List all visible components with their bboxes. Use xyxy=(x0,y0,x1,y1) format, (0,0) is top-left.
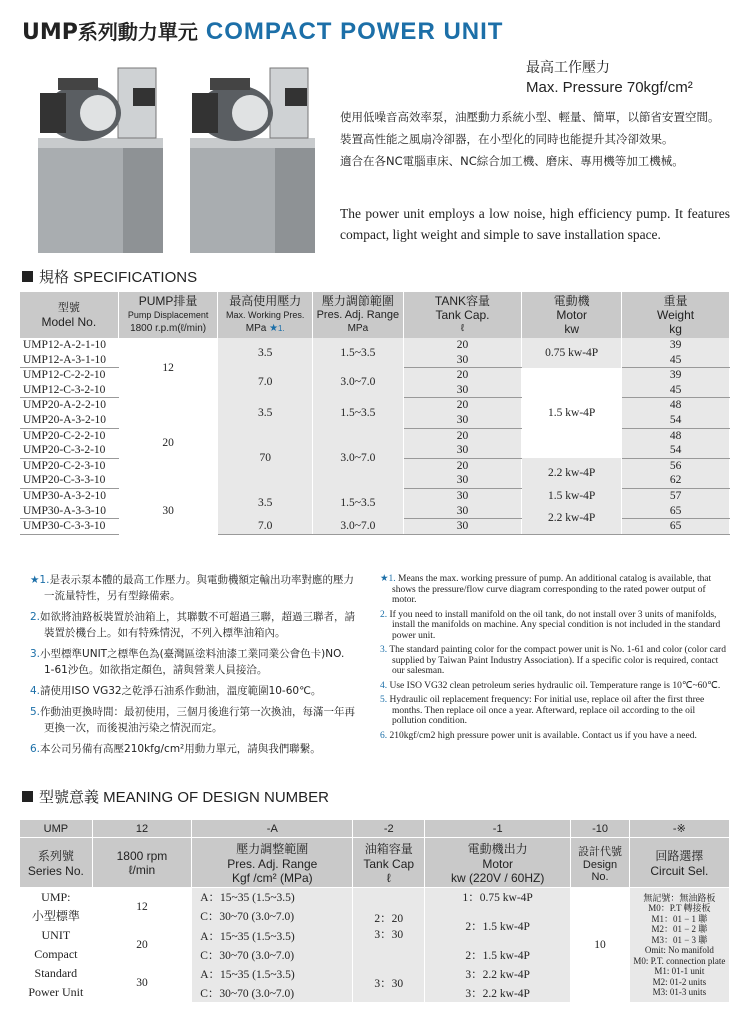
notes-zh: ★1.是表示泵本體的最高工作壓力。與電動機額定輸出功率對應的壓力一流量特性，另有型錄備索。 2.如欲將油路板裝置於油箱上，其聯數不可超過三聯，超過三聯者，請裝置於機台上。如有特殊情況，不列入標準油箱內。 3.小型標準UNIT之標準色為(臺灣區塗料油漆工業同業公會色卡)NO. 1-61沙色。如欲指定顏色，請與營業人員接洽。 4.請使用ISO VG32之乾淨石油系作動油，溫度範圍10-60℃。 5.作動油更換時間：最初使用，三個月後進行第一次換油，每滿一年再更換一次，而後視油污染之情況而定。 6.本公司另備有高壓210kfg/cm²用動力單元，請與我們聯繫。 xyxy=(30,574,356,755)
table-cell: UMP: 小型標準 UNIT Compact Standard Power Unit xyxy=(20,888,92,1003)
table-cell: UMP xyxy=(20,820,92,838)
table-cell: 48 xyxy=(622,428,730,443)
table-cell: -2 xyxy=(353,820,425,838)
table-cell: 1.5~3.5 xyxy=(312,338,403,368)
table-cell: C：30~70 (3.0~7.0) xyxy=(192,984,353,1003)
table-cell: 3.0~7.0 xyxy=(312,428,403,488)
col-weight: 重量 Weight kg xyxy=(622,292,730,338)
table-cell: A：15~35 (1.5~3.5) xyxy=(192,888,353,907)
table-cell: 12 xyxy=(92,888,192,927)
table-row: UMP20-C-3-2-10 xyxy=(20,443,118,458)
table-cell: 2.2 kw-4P xyxy=(522,504,622,535)
design-table xyxy=(20,820,730,1002)
col-tank: TANK容量 Tank Cap. ℓ xyxy=(403,292,521,338)
table-cell: 30 xyxy=(403,519,521,535)
table-cell: 57 xyxy=(622,488,730,503)
table-cell: A：15~35 (1.5~3.5) xyxy=(192,964,353,984)
table-cell: 30 xyxy=(403,488,521,503)
table-cell: 1：0.75 kw-4P xyxy=(425,888,571,907)
table-cell: 30 xyxy=(403,413,521,428)
table-cell: 3：2.2 kw-4P xyxy=(425,964,571,984)
table-cell: 30 xyxy=(403,353,521,368)
table-cell: -※ xyxy=(629,820,729,838)
table-cell: 設計代號 Design No. xyxy=(571,838,629,888)
spec-table xyxy=(20,292,730,535)
col-pump: PUMP排量 Pump Displacement 1800 r.p.m(ℓ/min) xyxy=(118,292,218,338)
table-cell: 3：2.2 kw-4P xyxy=(425,984,571,1003)
col-motor: 電動機 Motor kw xyxy=(522,292,622,338)
power-unit-image-1 xyxy=(28,58,178,258)
table-cell: 3.5 xyxy=(218,398,313,428)
table-row: UMP30-A-3-2-10 xyxy=(20,488,118,503)
table-cell: 48 xyxy=(622,398,730,413)
table-cell: 20 xyxy=(403,368,521,383)
table-cell: 45 xyxy=(622,353,730,368)
table-cell: 1.5 kw-4P xyxy=(522,488,622,503)
table-row: UMP12-A-3-1-10 xyxy=(20,353,118,368)
table-row: UMP30-C-3-3-10 xyxy=(20,519,118,535)
table-cell: 20 xyxy=(403,338,521,353)
table-cell: 65 xyxy=(622,504,730,519)
table-cell: 39 xyxy=(622,368,730,383)
power-unit-image-2 xyxy=(180,58,330,258)
table-cell: 20 xyxy=(92,926,192,964)
design-heading: 型號意義 MEANING OF DESIGN NUMBER xyxy=(22,786,329,807)
table-cell: 10 xyxy=(571,888,629,1003)
table-cell: 回路選擇 Circuit Sel. xyxy=(629,838,729,888)
table-cell: C：30~70 (3.0~7.0) xyxy=(192,907,353,927)
intro-en: The power unit employs a low noise, high efficiency pump. It features compact, light weight and simple to save installation space. xyxy=(340,206,730,242)
table-row: UMP12-C-3-2-10 xyxy=(20,383,118,398)
col-model: 型號 Model No. xyxy=(20,292,118,338)
table-cell: 系列號 Series No. xyxy=(20,838,92,888)
table-row: UMP12-A-2-1-10 xyxy=(20,338,118,353)
table-row: UMP12-C-2-2-10 xyxy=(20,368,118,383)
table-cell: 20 xyxy=(403,458,521,473)
table-cell: 0.75 kw-4P xyxy=(522,338,622,368)
table-row: UMP20-A-2-2-10 xyxy=(20,398,118,413)
table-cell: 電動機出力 Motor kw (220V / 60HZ) xyxy=(425,838,571,888)
table-cell: 3：30 xyxy=(353,964,425,1002)
table-cell: 3.5 xyxy=(218,338,313,368)
table-cell: 56 xyxy=(622,458,730,473)
table-cell: 62 xyxy=(622,473,730,488)
notes-en: ★1. Means the max. working pressure of pump. An additional catalog is available, that shows the pressure/flow curve diagram corresponding to the rated power output of motor. 2. If you need to install manifold on the oil tank, do not install over 3 units of manifolds, install the manifolds on machine. Any special condition is not included in the standard power unit. 3. The standard painting color for the compact power unit is No. 1-61 and color (color card supplied by Taiwan Paint Industry Association). If a specific color is required, contact our salesman. 4. Use ISO VG32 clean petroleum series hydraulic oil. Temperature range is 10℃~60℃. 5. Hydraulic oil replacement frequency: For initial use, replace oil after the first three months. Then replace oil once a year. Afterward, replace oil according to the oil pollution condition. 6. 210kgf/cm2 high pressure power unit is available. Contact us if you have a need. xyxy=(380,574,726,741)
table-cell: 30 xyxy=(403,504,521,519)
table-cell: -10 xyxy=(571,820,629,838)
table-cell: 1.5~3.5 xyxy=(312,488,403,518)
table-cell: 3.5 xyxy=(218,488,313,518)
table-cell: 1800 rpm ℓ/min xyxy=(92,838,192,888)
table-cell: 39 xyxy=(622,338,730,353)
table-row: UMP20-C-2-3-10 xyxy=(20,458,118,473)
table-cell: 20 xyxy=(403,398,521,413)
table-row: UMP30-A-3-3-10 xyxy=(20,504,118,519)
table-cell: 7.0 xyxy=(218,519,313,535)
table-cell: 12 xyxy=(92,820,192,838)
table-cell: -1 xyxy=(425,820,571,838)
table-cell: 1.5~3.5 xyxy=(312,398,403,428)
col-adj: 壓力調節範圍 Pres. Adj. Range MPa xyxy=(312,292,403,338)
table-cell: 30 xyxy=(92,964,192,1002)
table-cell: 3.0~7.0 xyxy=(312,519,403,535)
table-cell: 12 xyxy=(118,338,218,398)
table-cell: 1.5 kw-4P xyxy=(522,368,622,459)
table-row: UMP20-C-3-3-10 xyxy=(20,473,118,488)
spec-heading: 規格 SPECIFICATIONS xyxy=(22,266,197,287)
intro-zh: 使用低噪音高效率泵，油壓動力系統小型、輕量、簡單，以節省安置空間。 裝置高性能之風扇冷卻器，在小型化的同時也能提升其冷卻效果。 適合在各NC電腦車床、NC綜合加工機、磨床、專用機等加工機械。 xyxy=(340,110,720,168)
table-cell: 2.2 kw-4P xyxy=(522,458,622,488)
table-cell: 20 xyxy=(118,398,218,489)
table-row: UMP20-A-3-2-10 xyxy=(20,413,118,428)
table-cell: 壓力調整範圍 Pres. Adj. Range Kgf /cm² (MPa) xyxy=(192,838,353,888)
table-row: UMP20-C-2-2-10 xyxy=(20,428,118,443)
table-cell: 70 xyxy=(218,428,313,488)
max-pressure: 最高工作壓力 Max. Pressure 70kgf/cm² xyxy=(526,60,693,96)
table-cell: 54 xyxy=(622,443,730,458)
table-cell: 20 xyxy=(403,428,521,443)
table-cell: 7.0 xyxy=(218,368,313,398)
table-cell: 30 xyxy=(403,383,521,398)
table-cell: 油箱容量 Tank Cap ℓ xyxy=(353,838,425,888)
table-cell: 30 xyxy=(403,473,521,488)
table-cell: 2：1.5 kw-4P xyxy=(425,907,571,946)
table-cell: A：15~35 (1.5~3.5) xyxy=(192,926,353,946)
table-cell: 2：20 3：30 xyxy=(353,888,425,965)
table-cell: 30 xyxy=(118,488,218,534)
table-cell: 3.0~7.0 xyxy=(312,368,403,398)
page-title: UMP系列動力單元 COMPACT POWER UNIT xyxy=(22,18,504,45)
table-cell: 無記號：無油路板 M0：P.T 轉接板 M1：01 − 1 聯 M2：01 − 2 聯 M3：01 − 3 聯 Omit: No manifold M0: P.T. connection plate M1: 01-1 unit M2: 01-2 units M3: 01-3 units xyxy=(629,888,729,1003)
table-cell: 45 xyxy=(622,383,730,398)
table-cell: 54 xyxy=(622,413,730,428)
col-maxp: 最高使用壓力 Max. Working Pres. MPa ★1. xyxy=(218,292,313,338)
table-cell: 65 xyxy=(622,519,730,535)
table-cell: 2：1.5 kw-4P xyxy=(425,946,571,965)
table-cell: 30 xyxy=(403,443,521,458)
table-cell: C：30~70 (3.0~7.0) xyxy=(192,946,353,965)
table-cell: -A xyxy=(192,820,353,838)
